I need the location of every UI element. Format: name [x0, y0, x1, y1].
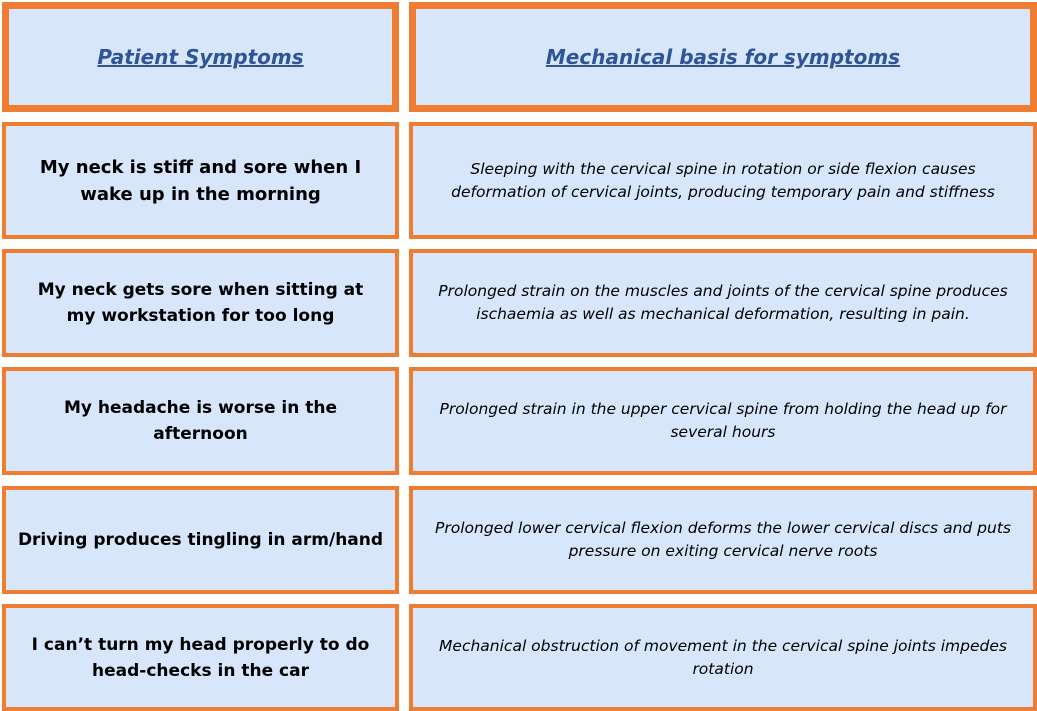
symptom-text-5: I can’t turn my head properly to do head-checks in the car: [31, 634, 370, 681]
header-mechanical-basis: [409, 2, 1037, 112]
symptom-text-4: Driving produces tingling in arm/hand: [17, 530, 384, 550]
symptom-cell-1: [2, 122, 399, 239]
basis-cell-3: [409, 367, 1037, 475]
basis-cell-4: [409, 486, 1037, 594]
symptom-cell-2: [2, 249, 399, 357]
symptom-cell-4: [2, 486, 399, 594]
symptom-text-3: My headache is worse in the afternoon: [63, 398, 338, 444]
basis-cell-5: [409, 604, 1037, 711]
basis-cell-2: [409, 249, 1037, 357]
header-patient-symptoms: [2, 2, 399, 112]
symptom-cell-5: [2, 604, 399, 711]
basis-text-5: Mechanical obstruction of movement in the cervical spine joints impedes rotation: [439, 636, 1007, 678]
header-patient-symptoms-label: Patient Symptoms: [97, 45, 304, 69]
header-mechanical-basis-label: Mechanical basis for symptoms: [545, 45, 901, 69]
basis-text-2: Prolonged strain on the muscles and joints of the cervical spine produces ischaemia as well as mechanical deformation, resulting in pain.: [438, 282, 1008, 323]
basis-text-4: Prolonged lower cervical flexion deforms the lower cervical discs and puts pressure on exiting cervical nerve roots: [435, 519, 1011, 560]
basis-text-1: Sleeping with the cervical spine in rotation or side flexion causes deformation of cervical joints, producing temporary pain and stiffness: [451, 159, 995, 201]
basis-cell-1: [409, 122, 1037, 239]
symptom-text-1: My neck is stiff and sore when I wake up in the morning: [39, 156, 362, 205]
symptom-cell-3: [2, 367, 399, 475]
symptom-text-2: My neck gets sore when sitting at my workstation for too long: [37, 280, 364, 326]
basis-text-3: Prolonged strain in the upper cervical spine from holding the head up for several hours: [439, 400, 1007, 441]
